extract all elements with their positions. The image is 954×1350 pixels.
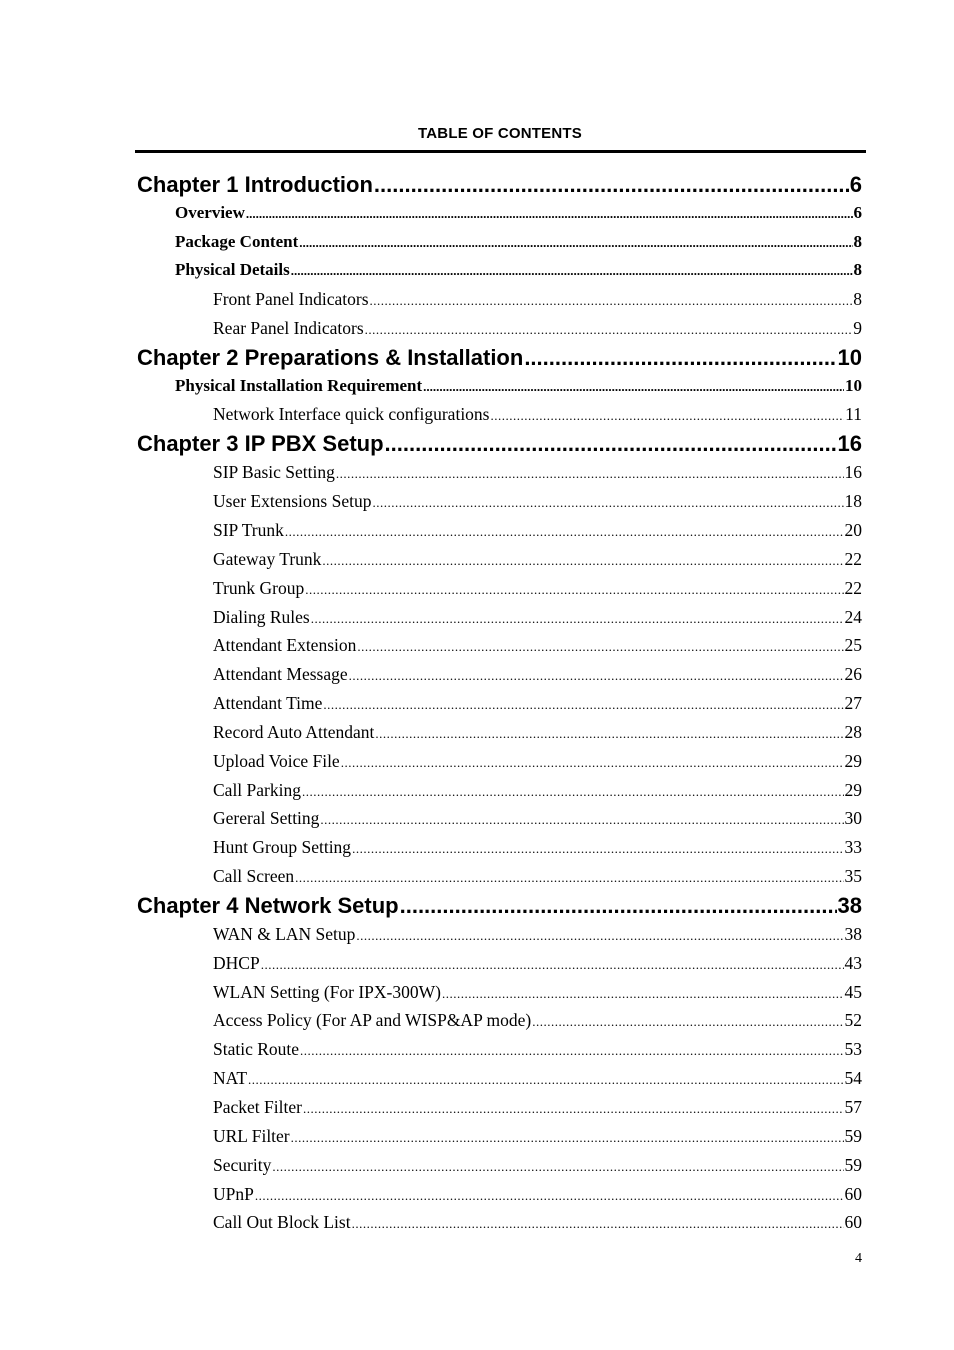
toc-dot-leader [246, 200, 853, 228]
toc-entry-page: 8 [853, 260, 862, 280]
toc-entry-title: Physical Installation Requirement [175, 375, 423, 395]
toc-entry-page: 22 [844, 548, 862, 569]
toc-entry-page: 30 [844, 808, 862, 829]
toc-entry-page: 22 [844, 577, 862, 598]
toc-entry-title: Chapter 4 Network Setup [137, 892, 399, 918]
toc-dot-leader [375, 720, 843, 747]
toc-entry-title: Physical Details [175, 260, 290, 280]
toc-entry-level-2[interactable] [175, 372, 862, 401]
toc-entry-title: Static Route [213, 1039, 300, 1060]
toc-entry-page: 60 [844, 1183, 862, 1204]
toc-dot-leader [303, 1095, 844, 1122]
toc-entry-page: 6 [849, 172, 862, 197]
toc-entry-title: Gereral Setting [213, 808, 320, 829]
toc-dot-leader [261, 951, 844, 978]
toc-entry-page: 43 [844, 952, 862, 973]
toc-entry-level-3[interactable] [213, 1064, 862, 1093]
toc-dot-leader [336, 460, 844, 487]
toc-dot-leader [491, 402, 845, 429]
toc-entry-level-1[interactable] [137, 170, 862, 199]
toc-dot-leader [442, 980, 844, 1007]
toc-entry-level-3[interactable] [213, 400, 862, 429]
toc-entry-title: URL Filter [213, 1125, 290, 1146]
toc-entry-level-3[interactable] [213, 487, 862, 516]
toc-entry-page: 26 [844, 664, 862, 685]
toc-entry-title: WAN & LAN Setup [213, 923, 356, 944]
toc-dot-leader [352, 835, 843, 862]
toc-entry-title: SIP Basic Setting [213, 462, 335, 483]
toc-entry-title: Rear Panel Indicators [213, 317, 364, 338]
toc-entry-title: User Extensions Setup [213, 491, 372, 512]
toc-entry-level-3[interactable] [213, 660, 862, 689]
toc-entry-title: Call Screen [213, 866, 295, 887]
toc-entry-title: Chapter 2 Preparations & Installation [137, 344, 524, 370]
toc-entry-page: 16 [837, 431, 862, 457]
toc-entry-level-3[interactable] [213, 776, 862, 805]
toc-entry-page: 57 [844, 1097, 862, 1117]
toc-dot-leader [532, 1008, 843, 1035]
toc-entry-page: 27 [844, 693, 862, 714]
toc-entry-level-3[interactable] [213, 545, 862, 574]
toc-entry-page: 35 [844, 866, 862, 887]
toc-entry-level-2[interactable] [175, 256, 862, 285]
header-rule [135, 150, 866, 153]
toc-entry-level-1[interactable] [137, 429, 862, 458]
toc-entry-level-3[interactable] [213, 747, 862, 776]
toc-entry-level-3[interactable] [213, 949, 862, 978]
toc-entry-page: 25 [844, 635, 862, 656]
toc-entry-title: DHCP [213, 952, 260, 973]
toc-dot-leader [400, 891, 837, 920]
toc-dot-leader [300, 1037, 843, 1064]
toc-dot-leader [255, 1182, 844, 1209]
toc-entry-level-3[interactable] [213, 1006, 862, 1035]
toc-dot-leader [370, 287, 853, 314]
toc-entry-page: 60 [844, 1212, 862, 1233]
toc-entry-title: Overview [175, 203, 245, 222]
toc-entry-page: 38 [844, 923, 862, 944]
toc-entry-level-3[interactable] [213, 833, 862, 862]
toc-entry-level-3[interactable] [213, 978, 862, 1007]
toc-entry-level-3[interactable] [213, 1122, 862, 1151]
toc-entry-page: 52 [844, 1010, 862, 1031]
toc-entry-page: 45 [844, 981, 862, 1002]
toc-entry-page: 18 [844, 491, 862, 512]
toc-dot-leader [285, 518, 844, 545]
toc-entry-level-3[interactable] [213, 314, 862, 343]
toc-entry-level-3[interactable] [213, 631, 862, 660]
toc-entry-level-3[interactable] [213, 574, 862, 603]
toc-entry-level-3[interactable] [213, 1208, 862, 1237]
toc-entry-title: Record Auto Attendant [213, 721, 375, 742]
toc-entry-page: 53 [844, 1039, 862, 1060]
toc-dot-leader [352, 1210, 844, 1237]
toc-entry-title: Packet Filter [213, 1097, 302, 1117]
toc-entry-page: 54 [844, 1068, 862, 1089]
toc-dot-leader [311, 605, 844, 632]
toc-entry-level-3[interactable] [213, 1035, 862, 1064]
toc-entry-title: Call Parking [213, 779, 301, 800]
toc-entry-level-3[interactable] [213, 285, 862, 314]
toc-dot-leader [356, 922, 843, 949]
toc-entry-title: Call Out Block List [213, 1212, 351, 1233]
toc-entry-title: SIP Trunk [213, 519, 284, 540]
toc-dot-leader [299, 229, 852, 257]
toc-entry-level-2[interactable] [175, 199, 862, 228]
toc-entry-title: Attendant Extension [213, 635, 357, 656]
toc-dot-leader [291, 257, 853, 285]
table-of-contents [0, 170, 954, 1237]
toc-entry-page: 10 [837, 344, 862, 370]
toc-entry-title: Trunk Group [213, 577, 305, 598]
toc-dot-leader [322, 547, 843, 574]
toc-dot-leader [385, 429, 837, 458]
toc-entry-page: 24 [844, 606, 862, 627]
toc-entry-page: 8 [853, 289, 862, 310]
page-number: 4 [855, 1251, 862, 1266]
toc-entry-title: Upload Voice File [213, 750, 340, 771]
toc-dot-leader [291, 1124, 844, 1151]
toc-entry-title: Front Panel Indicators [213, 289, 369, 310]
toc-dot-leader [295, 864, 843, 891]
toc-entry-page: 11 [845, 404, 862, 425]
toc-entry-title: Network Interface quick configurations [213, 404, 490, 425]
toc-dot-leader [320, 806, 843, 833]
toc-entry-title: UPnP [213, 1183, 254, 1204]
toc-entry-page: 20 [844, 519, 862, 540]
toc-entry-level-3[interactable] [213, 689, 862, 718]
toc-entry-page: 9 [853, 317, 862, 338]
toc-entry-level-3[interactable] [213, 1180, 862, 1209]
toc-entry-title: Hunt Group Setting [213, 837, 352, 858]
toc-entry-level-3[interactable] [213, 603, 862, 632]
toc-dot-leader [323, 691, 843, 718]
toc-entry-page: 8 [853, 231, 862, 251]
toc-entry-page: 16 [844, 462, 862, 483]
toc-entry-title: Chapter 3 IP PBX Setup [137, 431, 384, 457]
toc-entry-level-1[interactable] [137, 343, 862, 372]
toc-entry-level-3[interactable] [213, 516, 862, 545]
toc-entry-page: 38 [837, 892, 862, 918]
page-header: TABLE OF CONTENTS [418, 125, 582, 142]
toc-entry-title: Gateway Trunk [213, 548, 322, 569]
toc-entry-level-2[interactable] [175, 228, 862, 257]
toc-dot-leader [423, 373, 844, 401]
toc-entry-level-3[interactable] [213, 804, 862, 833]
toc-dot-leader [365, 316, 853, 343]
toc-entry-title: Access Policy (For AP and WISP&AP mode) [213, 1010, 532, 1031]
toc-dot-leader [372, 489, 843, 516]
toc-entry-page: 10 [845, 375, 862, 395]
toc-entry-level-3[interactable] [213, 718, 862, 747]
toc-entry-page: 29 [844, 779, 862, 800]
toc-entry-title: Chapter 1 Introduction [137, 172, 373, 197]
toc-entry-level-3[interactable] [213, 458, 862, 487]
toc-entry-level-3[interactable] [213, 1093, 862, 1122]
toc-entry-level-3[interactable] [213, 920, 862, 949]
toc-entry-level-3[interactable] [213, 1151, 862, 1180]
toc-entry-title: Attendant Message [213, 664, 348, 685]
toc-entry-page: 59 [844, 1154, 862, 1175]
toc-dot-leader [302, 778, 844, 805]
toc-dot-leader [305, 576, 843, 603]
toc-dot-leader [374, 170, 849, 199]
toc-dot-leader [349, 662, 844, 689]
toc-entry-level-1[interactable] [137, 891, 862, 920]
toc-entry-page: 29 [844, 750, 862, 771]
toc-entry-title: Attendant Time [213, 693, 323, 714]
toc-dot-leader [341, 749, 844, 776]
toc-entry-title: Security [213, 1154, 272, 1175]
toc-entry-page: 6 [853, 203, 862, 222]
toc-entry-page: 59 [844, 1125, 862, 1146]
toc-entry-title: Dialing Rules [213, 606, 310, 627]
toc-entry-page: 33 [844, 837, 862, 858]
toc-entry-level-3[interactable] [213, 862, 862, 891]
toc-entry-page: 28 [844, 721, 862, 742]
toc-entry-title: Package Content [175, 231, 299, 251]
toc-dot-leader [272, 1153, 843, 1180]
toc-dot-leader [357, 633, 843, 660]
toc-dot-leader [248, 1066, 843, 1093]
toc-entry-title: WLAN Setting (For IPX-300W) [213, 981, 441, 1002]
toc-entry-title: NAT [213, 1068, 248, 1089]
toc-dot-leader [524, 343, 836, 372]
